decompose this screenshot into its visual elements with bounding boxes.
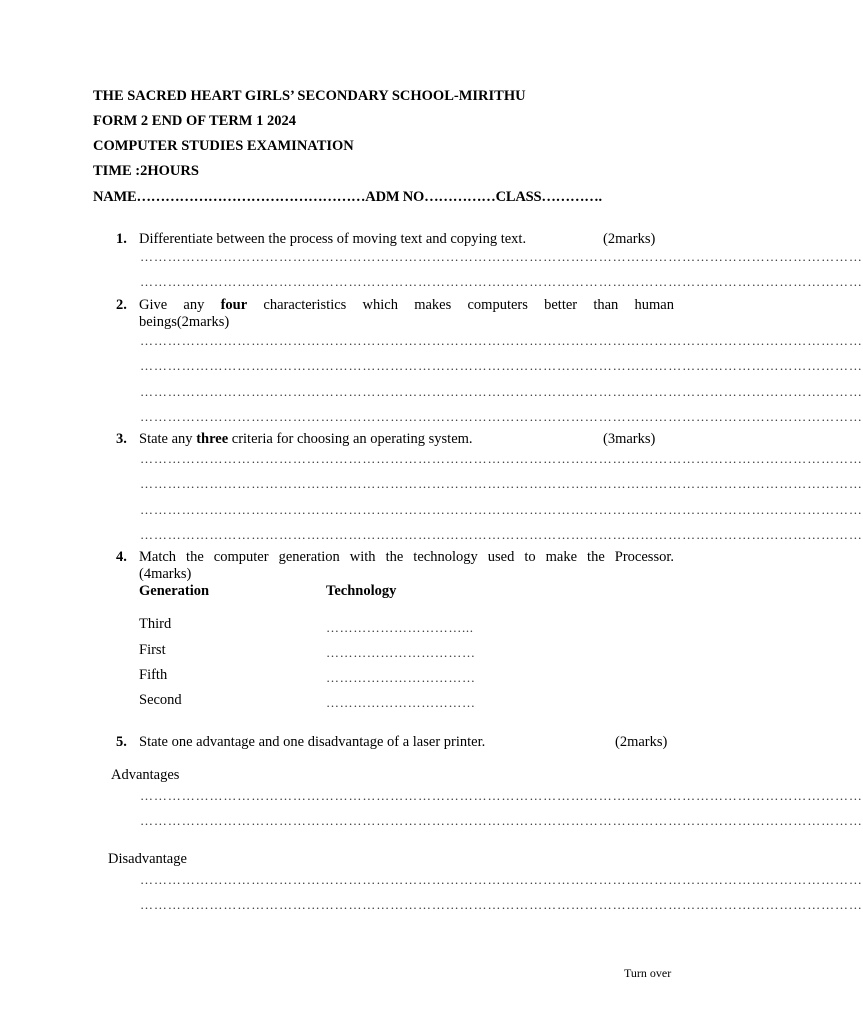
answer-line: …………………………………………………………………………………………………………………………………………	[140, 249, 863, 264]
answer-line: …………………………………………………………………………………………………………………………………………	[140, 897, 863, 912]
exam-time: TIME :2HOURS	[93, 163, 199, 179]
generation-column-header: Generation	[139, 583, 210, 599]
answer-line: …………………………………………………………………………………………………………………………………………	[140, 333, 863, 348]
technology-blank: ……………………………	[326, 670, 476, 685]
answer-line: …………………………………………………………………………………………………………………………………………	[140, 527, 863, 542]
question-1-text: Differentiate between the process of moving text and copying text.	[139, 231, 527, 247]
question-3-bold-word: three	[196, 431, 229, 447]
technology-blank: …………………………...	[326, 620, 474, 635]
question-2-number: 2.	[116, 297, 127, 313]
answer-line: …………………………………………………………………………………………………………………………………………	[140, 274, 863, 289]
question-2-text-line2: beings(2marks)	[139, 314, 230, 330]
disadvantage-label: Disadvantage	[108, 851, 187, 867]
question-2-text: Give any four characteristics which makes computers better than human	[139, 297, 674, 313]
answer-line: …………………………………………………………………………………………………………………………………………	[140, 451, 863, 466]
question-2-bold-word: four	[220, 297, 248, 313]
form-term: FORM 2 END OF TERM 1 2024	[93, 113, 296, 129]
school-name: THE SACRED HEART GIRLS’ SECONDARY SCHOOL-MIRITHU	[93, 88, 526, 104]
answer-line: …………………………………………………………………………………………………………………………………………	[140, 409, 863, 424]
answer-line: …………………………………………………………………………………………………………………………………………	[140, 384, 863, 399]
question-4-text-line2: (4marks)	[139, 566, 192, 582]
generation-row-label: Fifth	[139, 667, 168, 683]
technology-blank: ……………………………	[326, 695, 476, 710]
question-3-text: State any three criteria for choosing an operating system.	[139, 431, 473, 447]
answer-line: …………………………………………………………………………………………………………………………………………	[140, 502, 863, 517]
question-1-number: 1.	[116, 231, 127, 247]
generation-row-label: Second	[139, 692, 182, 708]
question-4-text: Match the computer generation with the technology used to make the Processor.	[139, 549, 674, 565]
question-5-number: 5.	[116, 734, 127, 750]
question-4-number: 4.	[116, 549, 127, 565]
technology-blank: ……………………………	[326, 645, 476, 660]
question-5-marks: (2marks)	[615, 734, 668, 750]
technology-column-header: Technology	[326, 583, 397, 599]
turn-over-note: Turn over	[624, 966, 672, 980]
answer-line: …………………………………………………………………………………………………………………………………………	[140, 872, 863, 887]
question-1-marks: (2marks)	[603, 231, 656, 247]
generation-row-label: First	[139, 642, 166, 658]
answer-line: …………………………………………………………………………………………………………………………………………	[140, 813, 863, 828]
question-5-text: State one advantage and one disadvantage of a laser printer.	[139, 734, 486, 750]
generation-row-label: Third	[139, 616, 172, 632]
answer-line: …………………………………………………………………………………………………………………………………………	[140, 358, 863, 373]
question-3-number: 3.	[116, 431, 127, 447]
advantages-label: Advantages	[111, 767, 180, 783]
exam-title: COMPUTER STUDIES EXAMINATION	[93, 138, 354, 154]
question-3-marks: (3marks)	[603, 431, 656, 447]
answer-line: …………………………………………………………………………………………………………………………………………	[140, 476, 863, 491]
name-adm-class-line: NAME…………………………………………ADM NO……………CLASS………….	[93, 189, 602, 205]
answer-line: …………………………………………………………………………………………………………………………………………	[140, 788, 863, 803]
